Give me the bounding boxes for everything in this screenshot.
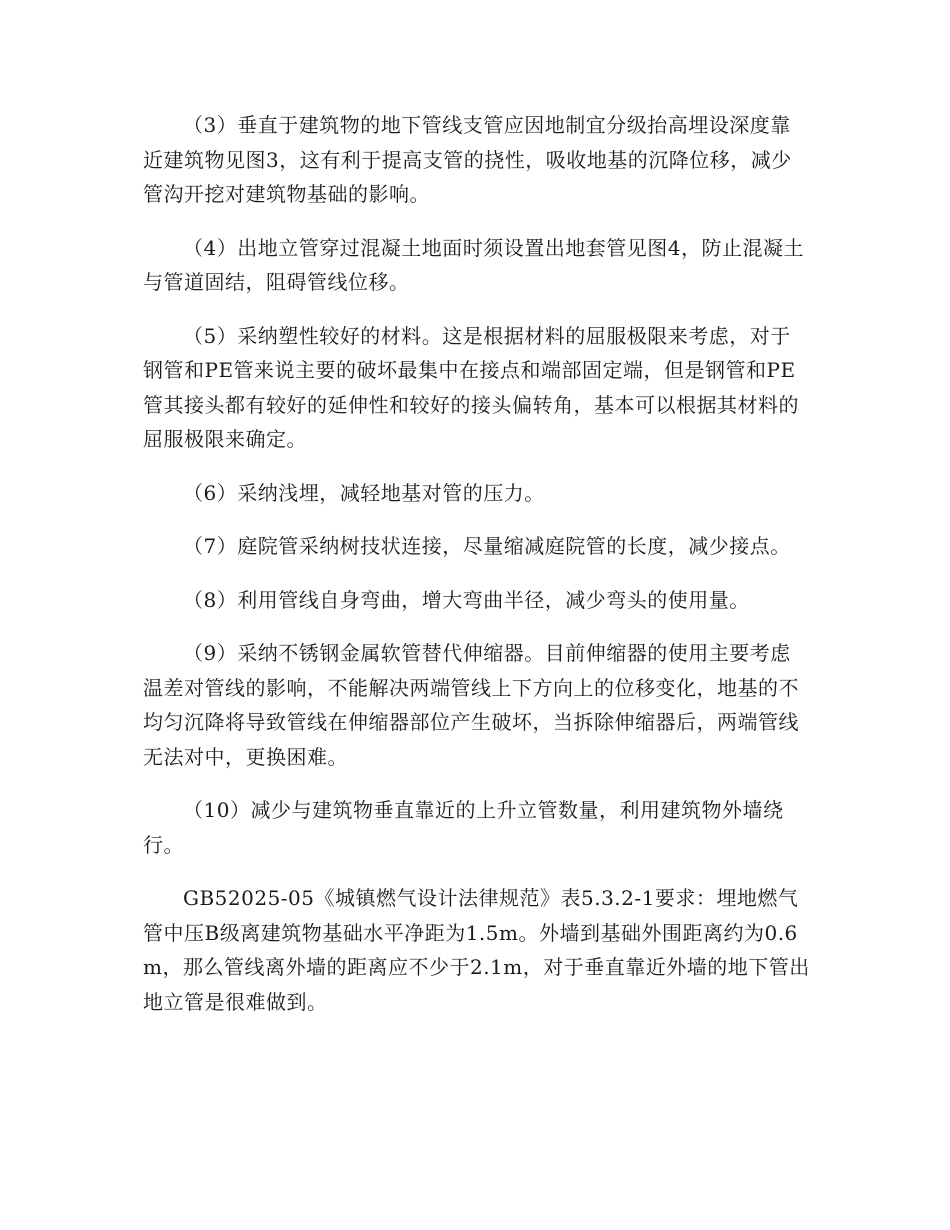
standard-reference-paragraph: GB52025-05《城镇燃气设计法律规范》表5.3.2-1要求：埋地燃气管中压B级离建筑物基础水平净距为1.5m。外墙到基础外围距离约为0.6m，那么管线离外墙的距离应不少于2.1m，对于垂直靠近外墙的地下管出地立管是很难做到。 [143, 886, 810, 1014]
paragraph-item-5: （5）采纳塑性较好的材料。这是根据材料的屈服极限来考虑，对于钢管和PE管来说主要的破坏最集中在接点和端部固定端，但是钢管和PE管其接头都有较好的延伸性和较好的接头偏转角，基本可以根据其材料的屈服极限来确定。 [143, 323, 799, 451]
document-body [143, 108, 811, 1038]
paragraph-item-6: （6）采纳浅埋，减轻地基对管的压力。 [183, 480, 545, 505]
paragraph-item-8: （8）利用管线自身弯曲，增大弯曲半径，减少弯头的使用量。 [183, 587, 750, 612]
paragraph-item-7: （7）庭院管采纳树技状连接，尽量缩减庭院管的长度，减少接点。 [183, 534, 791, 558]
paragraph-item-4: （4）出地立管穿过混凝土地面时须设置出地套管见图4，防止混凝土与管道固结，阻碍管线位移。 [143, 235, 804, 294]
paragraph-item-3: （3）垂直于建筑物的地下管线支管应因地制宜分级抬高埋设深度靠近建筑物见图3，这有利于提高支管的挠性，吸收地基的沉降位移，减少管沟开挖对建筑物基础的影响。 [143, 113, 792, 206]
paragraph-item-10: （10）减少与建筑物垂直靠近的上升立管数量，利用建筑物外墙绕行。 [143, 798, 784, 857]
paragraph-item-9: （9）采纳不锈钢金属软管替代伸缩器。目前伸缩器的使用主要考虑温差对管线的影响，不能解决两端管线上下方向上的位移变化，地基的不均匀沉降将导致管线在伸缩器部位产生破坏，当拆除伸缩器后，两端管线无法对中，更换困难。 [143, 641, 799, 769]
